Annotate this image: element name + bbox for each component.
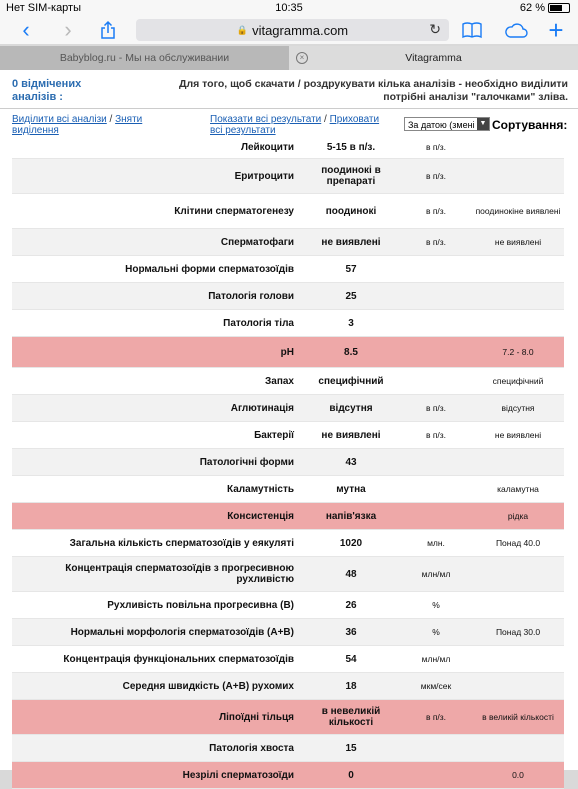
cell-norm: Понад 40.0 [495, 538, 541, 548]
table-row [12, 619, 564, 646]
cell-name: Консистенція [227, 510, 294, 522]
sort-select[interactable] [404, 117, 490, 131]
page-content [0, 70, 578, 781]
table-row [12, 395, 564, 422]
cell-unit: мкм/сек [420, 681, 452, 691]
table-row [12, 136, 564, 159]
cell-name: Патологія тіла [223, 317, 294, 329]
cell-unit: в п/з. [425, 206, 447, 216]
cell-norm: не виявлені [494, 237, 542, 247]
cell-norm [472, 735, 564, 761]
cell-norm: поодинокіне виявлені [475, 206, 561, 216]
download-hint: Для того, щоб скачати / роздрукувати кілька аналізів - необхідно виділити потрібні аналізи "галочками" зліва. [178, 78, 568, 103]
cell-unit [408, 762, 464, 788]
table-row [12, 256, 564, 283]
cell-norm [472, 646, 564, 672]
cell-unit: % [432, 627, 440, 637]
tab-label: Babyblog.ru - Мы на обслуживании [59, 52, 230, 64]
cell-unit: в п/з. [425, 430, 447, 440]
cell-norm [472, 449, 564, 475]
cell-norm: специфічний [492, 376, 544, 386]
cell-name: Середня швидкість (A+B) рухомих [122, 680, 294, 692]
visibility-links: Показати всі результати / Приховати всі результати [210, 114, 380, 136]
cell-norm [472, 256, 564, 282]
cell-norm: відсутня [501, 403, 535, 413]
cell-unit: в п/з. [425, 237, 447, 247]
cell-name: Концентрація сперматозоїдів з прогресивною рухливістю [65, 563, 294, 585]
select-all-link[interactable]: Виділити всі аналізи [12, 114, 107, 125]
deselect-link[interactable]: Зняти виділення [12, 114, 143, 136]
cell-value: 18 [345, 680, 357, 692]
cell-unit [408, 368, 464, 394]
cell-name: Рухливість повільна прогресивна (B) [107, 599, 294, 611]
cell-unit [408, 449, 464, 475]
sort-label: Сортування: [492, 118, 568, 132]
cell-name: Загальна кількість сперматозоїдів у еякуляті [69, 537, 294, 549]
cell-value: не виявлені [321, 429, 381, 441]
cell-unit [408, 256, 464, 282]
cell-name: Патологічні форми [199, 456, 294, 468]
tab-babyblog[interactable] [0, 46, 289, 70]
cell-norm: 0.0 [512, 770, 524, 780]
table-row [12, 449, 564, 476]
table-row [12, 283, 564, 310]
table-row [12, 673, 564, 700]
cell-value: 8.5 [344, 346, 358, 358]
cell-value: 43 [345, 456, 357, 468]
cell-value: 5-15 в п/з. [326, 141, 376, 153]
cell-name: Патологія хвоста [209, 742, 294, 754]
cell-unit [408, 503, 464, 529]
tab-vitagramma[interactable] [289, 46, 578, 70]
show-results-link[interactable]: Показати всі результати [210, 114, 322, 125]
marked-count: 0 відмічених аналізів : [12, 78, 82, 103]
table-row [12, 422, 564, 449]
back-icon[interactable]: ‹ [22, 17, 30, 42]
cell-unit: % [432, 600, 440, 610]
bookmarks-icon[interactable] [458, 16, 486, 44]
cell-unit: в п/з. [425, 403, 447, 413]
cell-value: 1020 [339, 537, 363, 549]
table-row [12, 337, 564, 368]
clock-text: 10:35 [275, 2, 303, 14]
cell-name: Нормальні форми сперматозоїдів [125, 263, 294, 275]
table-row [12, 368, 564, 395]
cell-norm: не виявлені [494, 430, 542, 440]
cell-unit [408, 310, 464, 336]
cell-name: Концентрація функціональних сперматозоїдів [63, 653, 294, 665]
cell-unit: млн. [427, 538, 445, 548]
table-row [12, 700, 564, 735]
table-row [12, 310, 564, 337]
table-row [12, 194, 564, 229]
cell-name: Сперматофаги [220, 236, 294, 248]
cell-name: pH [280, 346, 294, 358]
table-row [12, 646, 564, 673]
cell-name: Клітини сперматогенезу [174, 205, 294, 217]
cell-value: мутна [336, 483, 366, 495]
cell-norm: Понад 30.0 [495, 627, 541, 637]
cell-value: 54 [345, 653, 357, 665]
battery-indicator [520, 2, 570, 14]
cell-value: специфічний [318, 375, 384, 387]
battery-icon [548, 3, 570, 13]
cell-value: 57 [345, 263, 357, 275]
cell-unit: млн/мл [421, 654, 451, 664]
table-row [12, 530, 564, 557]
cell-value: поодинокі [325, 205, 377, 217]
cell-name: Бактерії [254, 429, 294, 441]
cell-norm [472, 159, 564, 193]
share-icon[interactable] [94, 16, 122, 44]
cell-value: 0 [348, 769, 354, 781]
table-row [12, 557, 564, 592]
forward-icon[interactable]: › [64, 17, 72, 42]
cell-norm: рідка [507, 511, 529, 521]
results-table [12, 136, 564, 789]
cell-name: Лейкоцити [240, 141, 294, 153]
cell-unit: млн/мл [421, 569, 451, 579]
cell-name: Запах [265, 375, 294, 387]
cell-norm: в великій кількості [482, 712, 554, 722]
cell-name: Патологія голови [208, 290, 294, 302]
cell-norm [472, 673, 564, 699]
cell-norm [472, 136, 564, 158]
cell-value: 3 [348, 317, 354, 329]
cell-value: не виявлені [321, 236, 381, 248]
cell-unit: в п/з. [425, 142, 447, 152]
cell-value: 15 [345, 742, 357, 754]
table-row [12, 735, 564, 762]
cell-name: Ліпоїдні тільця [219, 711, 294, 723]
browser-toolbar [0, 16, 578, 44]
cell-name: Еритроцити [234, 170, 294, 182]
table-row [12, 476, 564, 503]
cell-unit [408, 476, 464, 502]
lock-icon: 🔒 [236, 24, 249, 35]
cell-unit: в п/з. [425, 171, 447, 181]
cell-value: поодинокі в препараті [321, 165, 381, 187]
cloud-tabs-icon[interactable] [502, 16, 530, 44]
table-row [12, 229, 564, 256]
carrier-text: Нет SIM-карты [6, 2, 82, 14]
cell-value: відсутня [329, 402, 373, 414]
cell-name: Незрілі сперматозоїди [182, 769, 294, 781]
selection-links: Виділити всі аналізи / Зняти виділення [12, 114, 143, 136]
cell-norm [472, 557, 564, 591]
cell-norm [472, 592, 564, 618]
results-header [0, 70, 578, 109]
cell-unit [408, 283, 464, 309]
status-bar [0, 0, 578, 16]
cell-unit [408, 735, 464, 761]
cell-norm: 7.2 - 8.0 [502, 347, 534, 357]
cell-name: Каламутність [227, 483, 294, 495]
tab-bar [0, 46, 578, 70]
controls-bar [0, 110, 578, 138]
cell-value: в невеликій кількості [321, 706, 381, 728]
cell-value: 48 [345, 568, 357, 580]
reload-icon[interactable]: ↻ [429, 21, 441, 37]
table-row [12, 503, 564, 530]
chevron-down-icon: ▼ [477, 118, 489, 130]
sort-select-value: За датою (змені [408, 120, 475, 130]
cell-norm: каламутна [497, 484, 539, 494]
table-row [12, 592, 564, 619]
address-bar[interactable] [136, 19, 449, 41]
new-tab-icon[interactable]: + [548, 14, 564, 45]
close-tab-icon[interactable]: × [296, 52, 308, 64]
cell-unit: в п/з. [425, 712, 447, 722]
cell-norm [472, 310, 564, 336]
cell-value: 36 [345, 626, 357, 638]
table-row [12, 762, 564, 789]
cell-value: 25 [345, 290, 357, 302]
hide-results-link[interactable]: Приховати всі результати [210, 114, 380, 136]
cell-norm [472, 283, 564, 309]
cell-value: 26 [345, 599, 357, 611]
table-row [12, 159, 564, 194]
cell-unit [408, 337, 464, 367]
cell-name: Аглютинація [230, 402, 294, 414]
battery-percent: 62 % [519, 2, 545, 14]
tab-label: Vitagramma [405, 52, 462, 64]
cell-name: Нормальні морфологія сперматозоїдів (A+B) [70, 626, 294, 638]
cell-value: напів'язка [325, 510, 377, 522]
url-text: vitagramma.com [252, 22, 349, 38]
